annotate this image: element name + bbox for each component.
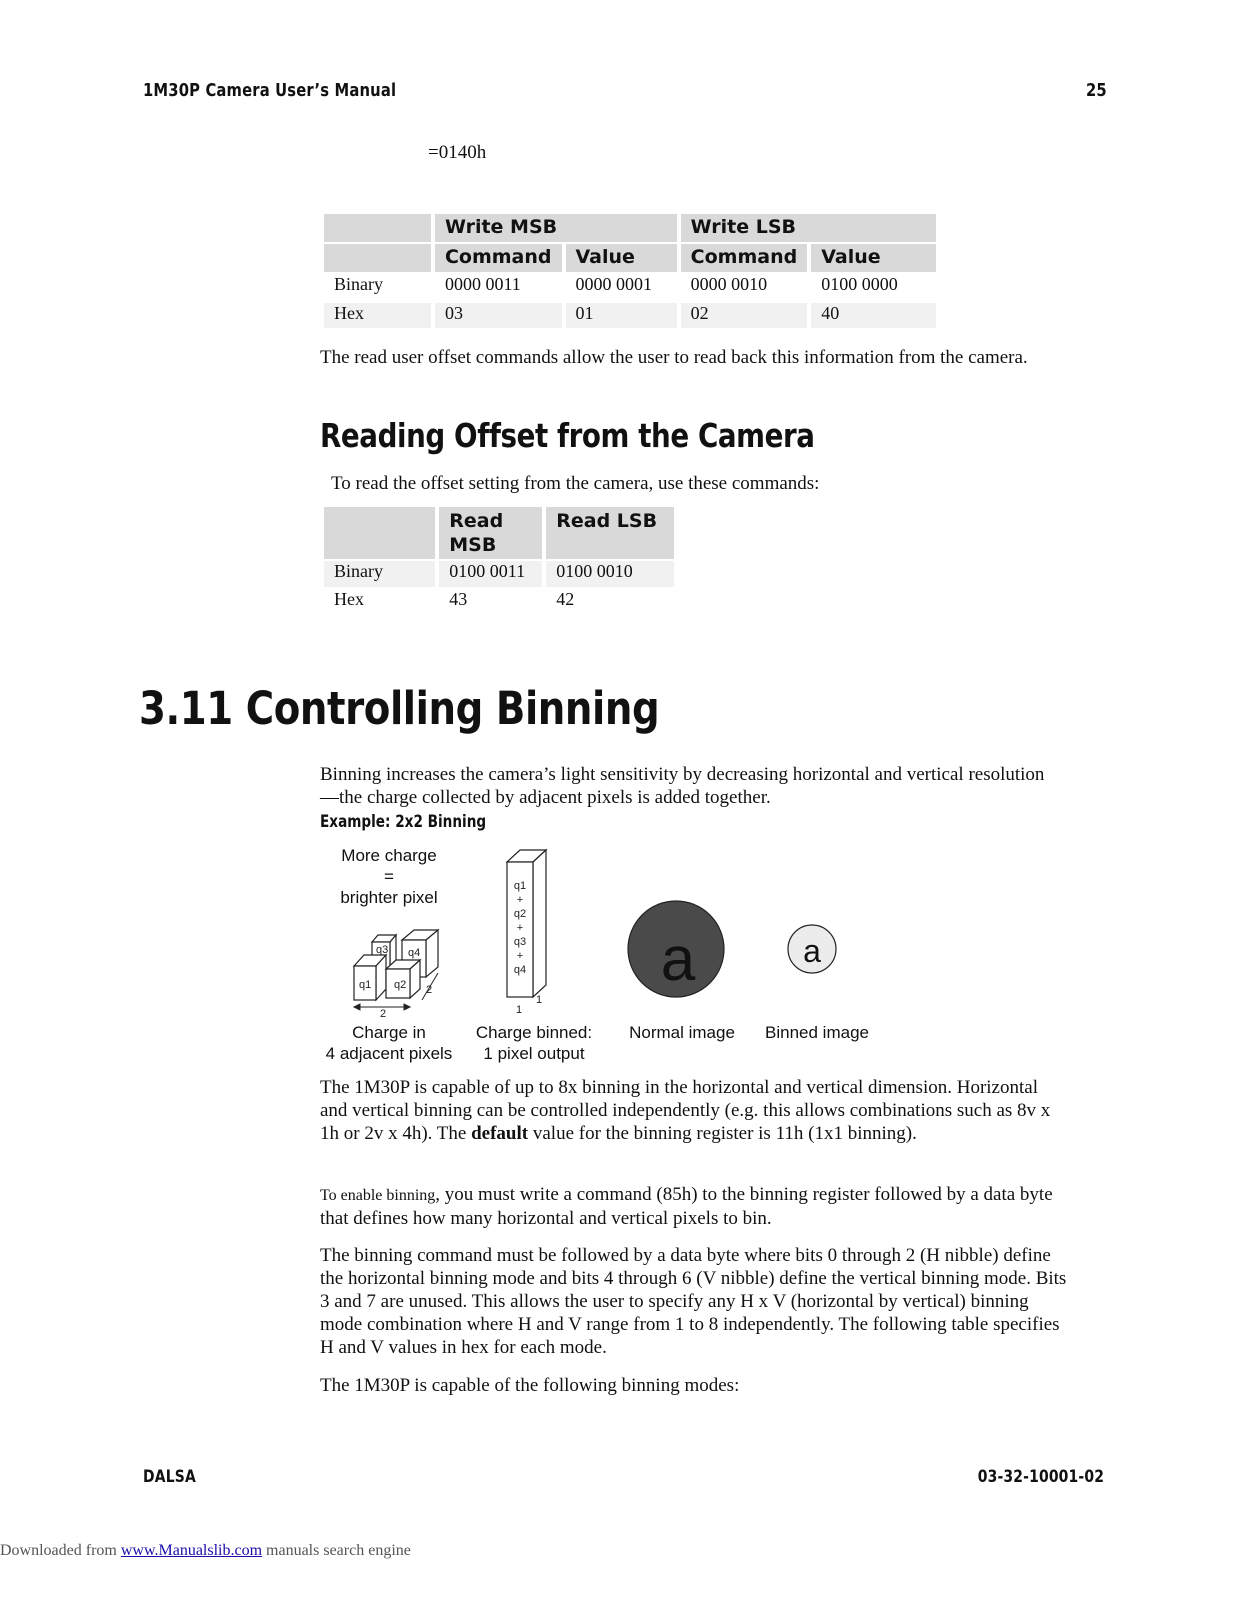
read-user-offset-paragraph: The read user offset commands allow the user to read back this information from the camera.: [320, 347, 1028, 368]
pixel-label-q1: q1: [359, 979, 372, 991]
equals-sign: =: [384, 867, 394, 886]
caption-charge-in: [318, 1022, 460, 1064]
table-cell: 03: [435, 303, 562, 328]
column-header: Value: [566, 244, 677, 272]
column-plus: +: [516, 922, 524, 934]
caption-line: Charge in: [352, 1023, 426, 1042]
reading-offset-intro: To read the offset setting from the camera, use these commands:: [331, 473, 820, 494]
text-run: value for the binning register is 11h (1x1 binning).: [528, 1123, 917, 1144]
normal-image-letter: a: [660, 925, 696, 994]
caption-normal-image: Normal image: [629, 1023, 735, 1042]
download-suffix: manuals search engine: [262, 1542, 411, 1559]
binning-modes-paragraph: The 1M30P is capable of the following binning modes:: [320, 1375, 740, 1396]
footer-doc-number: 03-32-10001-02: [977, 1467, 1104, 1487]
caption-charge-binned: [466, 1022, 602, 1064]
text-bold: default: [471, 1123, 529, 1144]
text-run: The 1M30P is capable of up to 8x binning in the horizontal and vertical dimension. Horizontal and vertical binning can be controlled independently (e.g. this allows combinations such as 8v x 1h or 2v x 4h). The: [320, 1077, 1051, 1144]
arrow-head: [404, 1004, 410, 1010]
column-side: [533, 850, 546, 997]
text-run: , you must write a command (85h) to the binning register followed by a data byte that defines how many horizontal and vertical pixels to bin.: [320, 1184, 1053, 1229]
binning-diagram: [320, 845, 920, 1020]
table-cell: 40: [811, 303, 936, 328]
table-cell: 01: [566, 303, 677, 328]
more-charge-text: More charge: [341, 846, 437, 865]
section-heading-binning: 3.11 Controlling Binning: [139, 682, 660, 735]
column-header: Command: [435, 244, 562, 272]
text-run-small: To enable binning: [320, 1187, 436, 1204]
column-q1: q1: [513, 880, 527, 892]
write-offset-table: [320, 212, 940, 330]
equation-result: =0140h: [428, 142, 487, 163]
footer-company: DALSA: [143, 1467, 196, 1487]
table-cell: 0000 0011: [444, 274, 521, 294]
write-msb-header: Write MSB: [435, 214, 677, 242]
column-q4: q4: [513, 964, 527, 976]
table-cell: 02: [681, 303, 808, 328]
dimension-label-2: 2: [380, 1008, 387, 1020]
binning-capable-paragraph: [320, 1076, 1070, 1145]
table-cell: 0100 0011: [439, 561, 542, 587]
binning-intro-paragraph: Binning increases the camera’s light sensitivity by decreasing horizontal and vertical resolution—the charge collected by adjacent pixels is added together.: [320, 764, 1045, 808]
read-offset-table: [320, 505, 678, 619]
example-title: Example: 2x2 Binning: [320, 812, 487, 832]
column-header: Command: [681, 244, 808, 272]
running-header-title: 1M30P Camera User’s Manual: [143, 80, 397, 101]
table-cell: 0100 0000: [821, 274, 898, 294]
binned-column: [507, 850, 546, 997]
enable-binning-paragraph: [320, 1183, 1065, 1230]
arrow-head: [354, 1004, 360, 1010]
write-lsb-header: Write LSB: [681, 214, 936, 242]
row-label: Hex: [334, 589, 364, 609]
row-label: Binary: [334, 274, 383, 294]
read-msb-header: Read MSB: [439, 507, 542, 559]
caption-binned-image: Binned image: [765, 1023, 869, 1042]
download-prefix: Downloaded from: [0, 1542, 121, 1559]
column-header: Value: [811, 244, 936, 272]
column-q3: q3: [513, 936, 527, 948]
download-notice: [0, 1542, 411, 1560]
table-corner: [324, 244, 431, 272]
read-lsb-header: Read LSB: [546, 507, 674, 559]
column-plus: +: [516, 950, 524, 962]
table-cell: 43: [449, 589, 468, 609]
column-q2: q2: [513, 908, 527, 920]
table-corner: [324, 507, 435, 559]
column-dim-1b: 1: [536, 994, 543, 1006]
brighter-pixel-text: brighter pixel: [340, 888, 438, 907]
table-cell: 0000 0001: [575, 274, 653, 294]
page-number: 25: [1086, 80, 1107, 101]
pixel-label-q3: q3: [376, 944, 389, 956]
column-dim-1a: 1: [516, 1004, 523, 1016]
table-cell: 0100 0010: [546, 561, 674, 587]
caption-line: 4 adjacent pixels: [325, 1044, 453, 1063]
dimension-label-2b: 2: [426, 984, 433, 996]
pixel-label-q2: q2: [394, 979, 407, 991]
row-label: Hex: [324, 303, 431, 328]
table-cell: 0000 0010: [690, 274, 768, 294]
caption-line: 1 pixel output: [483, 1044, 585, 1063]
table-corner: [324, 214, 431, 242]
binning-command-paragraph: The binning command must be followed by a data byte where bits 0 through 2 (H nibble) define the horizontal binning mode and bits 4 through 6 (V nibble) define the vertical binning mode. Bits 3 and 7 are unused. This allows the user to specify any H x V (horizontal by vertical) binning mode combination where H and V range from 1 to 8 independently. The following table specifies H and V values in hex for each mode.: [320, 1245, 1067, 1358]
section-heading-reading-offset: Reading Offset from the Camera: [320, 416, 815, 455]
pixel-label-q4: q4: [408, 947, 421, 959]
caption-line: Charge binned:: [475, 1023, 593, 1042]
table-cell: 42: [556, 589, 575, 609]
manualslib-link[interactable]: www.Manualslib.com: [120, 1542, 263, 1559]
binned-image-letter: a: [803, 933, 821, 969]
row-label: Binary: [324, 561, 435, 587]
column-plus: +: [516, 894, 524, 906]
